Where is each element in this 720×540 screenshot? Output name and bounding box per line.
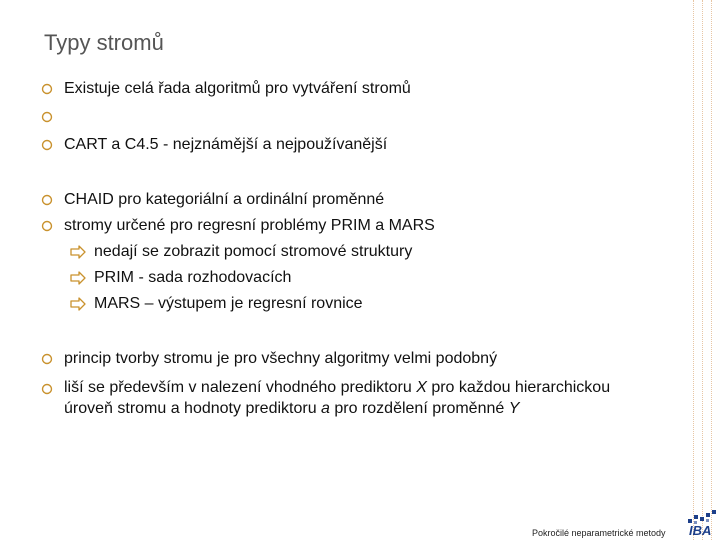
text-segment: liší se především v nalezení vhodného prediktoru: [64, 379, 417, 396]
bullet-text: CART a C4.5 - nejznámější a nejpoužívanější: [64, 136, 388, 153]
bullet-text: stromy určené pro regresní problémy PRIM a MARS: [64, 217, 435, 234]
variable-a: a: [321, 400, 330, 417]
circle-bullet-icon: [40, 193, 54, 207]
variable-y: Y: [508, 400, 520, 417]
bullet-text: princip tvorby stromu je pro všechny algoritmy velmi podobný: [64, 350, 498, 367]
decorative-dotted-line: [693, 0, 694, 540]
sub-bullet-text: PRIM - sada rozhodovacích: [94, 269, 292, 286]
sub-bullet-text: nedají se zobrazit pomocí stromové struktury: [94, 243, 413, 260]
footer-text: Pokročilé neparametrické metody: [532, 528, 666, 538]
arrow-bullet-icon: [70, 245, 86, 259]
text-segment: pro každou hierarchickou úroveň stromu a hodnoty prediktoru: [64, 379, 611, 417]
slide-title: Typy stromů: [44, 30, 164, 55]
arrow-bullet-icon: [70, 271, 86, 285]
circle-bullet-icon: [40, 352, 54, 366]
logo-text: IBA: [689, 523, 712, 538]
circle-bullet-icon: [40, 219, 54, 233]
decorative-dotted-line: [702, 0, 703, 540]
sub-bullet-text: MARS – výstupem je regresní rovnice: [94, 295, 363, 312]
bullet-text: CHAID pro kategoriální a ordinální proměnné: [64, 191, 385, 208]
decorative-dotted-line: [711, 0, 712, 540]
circle-bullet-icon: [40, 382, 54, 396]
bullet-text-multiline: [64, 377, 624, 419]
variable-x: X: [416, 379, 427, 396]
circle-bullet-icon: [40, 82, 54, 96]
bullet-text: Existuje celá řada algoritmů pro vytváření stromů: [64, 80, 411, 97]
text-segment: pro rozdělení proměnné: [329, 400, 509, 417]
circle-bullet-icon: [40, 138, 54, 152]
circle-bullet-icon: [40, 110, 54, 124]
arrow-bullet-icon: [70, 297, 86, 311]
